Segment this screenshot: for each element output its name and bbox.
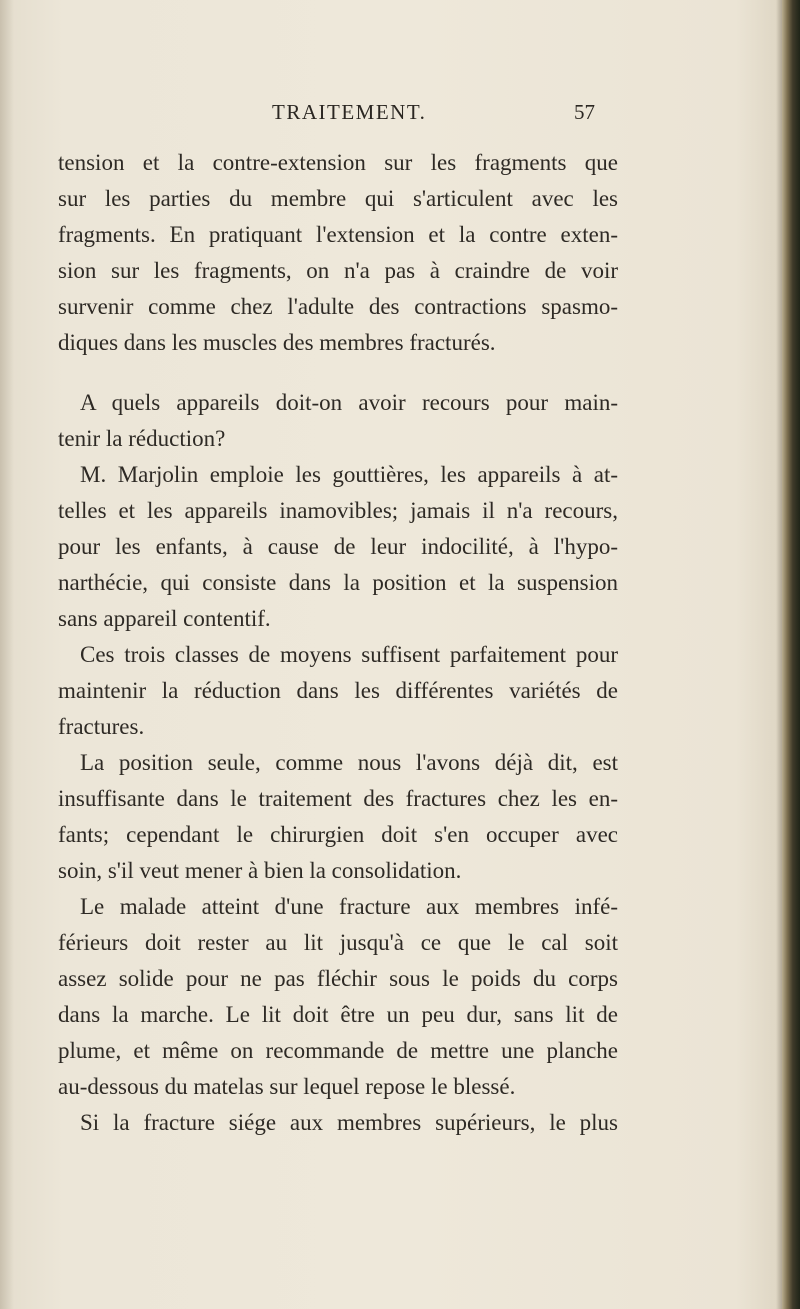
text-line: narthécie, qui consiste dans la position et la suspension xyxy=(58,570,618,595)
text-line: pour les enfants, à cause de leur indocilité, à l'hypo- xyxy=(58,534,618,559)
text-line: tenir la réduction? xyxy=(58,426,226,451)
text-line: plume, et même on recommande de mettre une planche xyxy=(58,1038,618,1063)
running-title: TRAITEMENT. xyxy=(272,100,427,124)
text-line: dans la marche. Le lit doit être un peu dur, sans lit de xyxy=(58,1002,618,1027)
text-line: assez solide pour ne pas fléchir sous le poids du corps xyxy=(58,966,618,991)
text-line: maintenir la réduction dans les différentes variétés de xyxy=(58,678,618,703)
page-number: 57 xyxy=(574,100,595,124)
book-spine xyxy=(782,0,800,1309)
text-line: M. Marjolin emploie les gouttières, les appareils à at- xyxy=(80,462,618,487)
text-line: sion sur les fragments, on n'a pas à craindre de voir xyxy=(58,258,618,283)
text-line: survenir comme chez l'adulte des contractions spasmo- xyxy=(58,294,618,319)
text-line: diques dans les muscles des membres fracturés. xyxy=(58,330,496,355)
text-line: soin, s'il veut mener à bien la consolidation. xyxy=(58,858,462,883)
text-line: insuffisante dans le traitement des fractures chez les en- xyxy=(58,786,618,811)
body-text xyxy=(58,145,618,1141)
text-line: La position seule, comme nous l'avons déjà dit, est xyxy=(80,750,618,775)
page-header xyxy=(0,92,800,132)
paragraph-gap xyxy=(58,361,618,385)
page-left-shadow xyxy=(0,0,14,1309)
text-line: telles et les appareils inamovibles; jamais il n'a recours, xyxy=(58,498,618,523)
text-line: férieurs doit rester au lit jusqu'à ce que le cal soit xyxy=(58,930,618,955)
text-line: fants; cependant le chirurgien doit s'en occuper avec xyxy=(58,822,618,847)
text-line: A quels appareils doit-on avoir recours pour main- xyxy=(80,390,618,415)
text-line: fractures. xyxy=(58,714,145,739)
text-line: sans appareil contentif. xyxy=(58,606,271,631)
text-line: fragments. En pratiquant l'extension et la contre exten- xyxy=(58,222,618,247)
text-line: Le malade atteint d'une fracture aux membres infé- xyxy=(80,894,618,919)
text-line: tension et la contre-extension sur les fragments que xyxy=(58,150,618,175)
text-line: Ces trois classes de moyens suffisent parfaitement pour xyxy=(80,642,618,667)
text-line: sur les parties du membre qui s'articulent avec les xyxy=(58,186,618,211)
text-line: Si la fracture siége aux membres supérieurs, le plus xyxy=(80,1110,618,1135)
text-line: au-dessous du matelas sur lequel repose le blessé. xyxy=(58,1074,516,1099)
